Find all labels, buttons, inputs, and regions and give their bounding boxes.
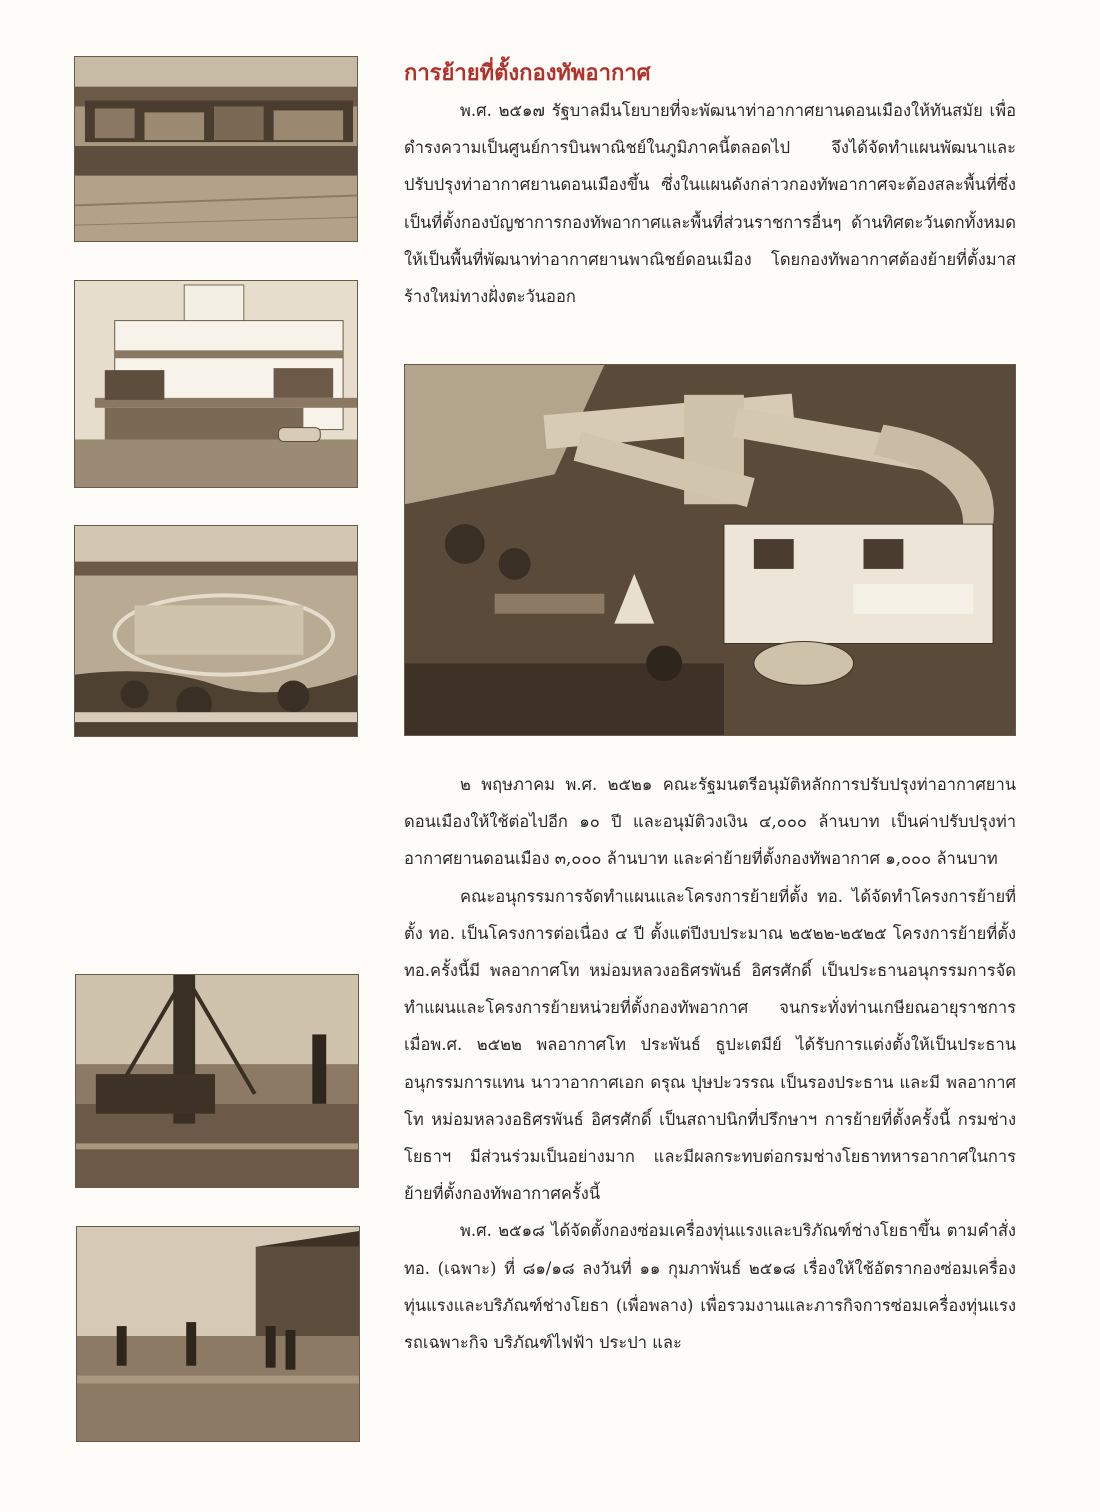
photo-headquarters-building — [74, 280, 358, 488]
photo-airport-apron — [74, 56, 358, 242]
text-block-bottom — [404, 766, 1016, 1361]
paragraph: คณะอนุกรรมการจัดทำแผนและโครงการย้ายที่ตั้ง ทอ. ได้จัดทำโครงการย้ายที่ตั้ง ทอ. เป็นโครงการต่อเนื่อง ๔ ปี ตั้งแต่ปีงบประมาณ ๒๕๒๒-๒๕๒๕ โครงการย้ายที่ตั้ง ทอ.ครั้งนี้มี พลอากาศโท หม่อมหลวงอธิศรพันธ์ อิศรศักดิ์ เป็นประธานอนุกรรมการจัดทำแผนและโครงการย้ายหน่วยที่ตั้งกองทัพอากาศ จนกระทั่งท่านเกษียณอายุราชการ เมื่อพ.ศ. ๒๕๒๒ พลอากาศโท ประพันธ์ ธูปะเตมีย์ ได้รับการแต่งตั้งให้เป็นประธานอนุกรรมการแทน นาวาอากาศเอก ดรุณ ปุษปะวรรณ เป็นรองประธาน และมี พลอากาศโท หม่อมหลวงอธิศรพันธ์ อิศรศักดิ์ เป็นสถาปนิกที่ปรึกษาฯ การย้ายที่ตั้งครั้งนี้ กรมช่างโยธาฯ มีส่วนร่วมเป็นอย่างมาก และมีผลกระทบต่อกรมช่างโยธาทหารอากาศในการย้ายที่ตั้งกองทัพอากาศครั้งนี้ — [404, 886, 1016, 1204]
paragraph: ๒ พฤษภาคม พ.ศ. ๒๕๒๑ คณะรัฐมนตรีอนุมัติหลักการปรับปรุงท่าอากาศยานดอนเมืองให้ใช้ต่อไปอีก ๑๐ ปี และอนุมัติวงเงิน ๔,๐๐๐ ล้านบาท เป็นค่าปรับปรุงท่าอากาศยานดอนเมือง ๓,๐๐๐ ล้านบาท และค่าย้ายที่ตั้งกองทัพอากาศ ๑,๐๐๐ ล้านบาท — [404, 775, 1016, 869]
paragraph: พ.ศ. ๒๕๑๗ รัฐบาลมีนโยบายที่จะพัฒนาท่าอากาศยานดอนเมืองให้ทันสมัย เพื่อดำรงความเป็นศูนย์การบินพาณิชย์ในภูมิภาคนี้ตลอดไป จึงได้จัดทำแผนพัฒนาและปรับปรุงท่าอากาศยานดอนเมืองขึ้น ซึ่งในแผนดังกล่าวกองทัพอากาศจะต้องสละพื้นที่ซึ่งเป็นที่ตั้งกองบัญชาการกองทัพอากาศและพื้นที่ส่วนราชการอื่นๆ ด้านทิศตะวันตกทั้งหมด ให้เป็นพื้นที่พัฒนาท่าอากาศยานพาณิชย์ดอนเมือง โดยกองทัพอากาศต้องย้ายที่ตั้งมาสร้างใหม่ทางฝั่งตะวันออก — [404, 101, 1016, 307]
page-heading: การย้ายที่ตั้งกองทัพอากาศ — [404, 60, 651, 86]
photo-construction-site-aerial — [74, 525, 358, 737]
photo-pile-driving — [75, 974, 359, 1188]
text-block-top — [404, 92, 1016, 315]
paragraph: พ.ศ. ๒๕๑๘ ได้จัดตั้งกองซ่อมเครื่องทุ่นแรงและบริภัณฑ์ช่างโยธาขึ้น ตามคำสั่งทอ. (เฉพาะ) ที่ ๘๑/๑๘ ลงวันที่ ๑๑ กุมภาพันธ์ ๒๕๑๘ เรื่องให้ใช้อัตรากองซ่อมเครื่องทุ่นแรงและบริภัณฑ์ช่างโยธา (เพื่อพลาง) เพื่อรวมงานและภารกิจการซ่อมเครื่องทุ่นแรง รถเฉพาะกิจ บริภัณฑ์ไฟฟ้า ประปา และ — [404, 1221, 1016, 1353]
photo-construction-workers — [76, 1226, 360, 1442]
photo-rtaf-headquarters-aerial — [404, 364, 1016, 736]
